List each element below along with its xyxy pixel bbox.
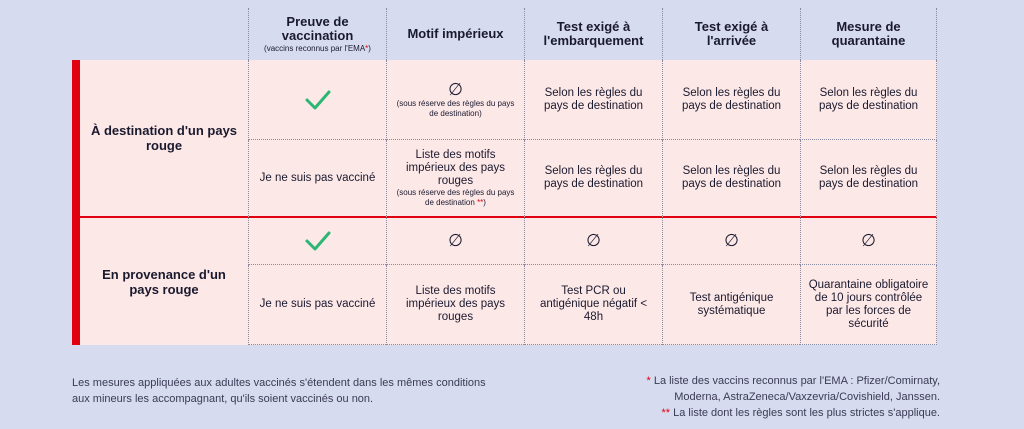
empty-set-icon: ∅ <box>724 231 739 250</box>
dest-nonvacc-test-emb: Selon les règles du pays de destination <box>524 140 662 218</box>
footer-note2: ** La liste dont les règles sont les plus strictes s'applique. <box>661 407 940 419</box>
prov-nonvacc-motif: Liste des motifs impérieux des pays rouges <box>386 265 524 345</box>
header-test-arrivee: Test exigé à l'arrivée <box>662 8 800 60</box>
dest-nonvacc-motif-note: (sous réserve des règles du pays de destination **) <box>396 187 515 207</box>
prov-nonvacc-status: Je ne suis pas vacciné <box>248 265 386 345</box>
header-quarantaine: Mesure de quarantaine <box>800 8 937 60</box>
dest-vacc-test-arr: Selon les règles du pays de destination <box>662 60 800 140</box>
dest-vacc-status <box>248 60 386 140</box>
check-icon <box>305 230 331 252</box>
travel-measures-table <box>72 8 937 345</box>
check-icon <box>305 89 331 111</box>
empty-set-icon: ∅ <box>586 231 601 250</box>
header-vaccination-sub: (vaccins reconnus par l'EMA*) <box>264 43 371 53</box>
prov-vacc-motif <box>386 218 524 265</box>
footer-left-line2: aux mineurs les accompagnant, qu'ils soient vaccinés ou non. <box>72 393 374 405</box>
group-provenance: En provenance d'un pays rouge <box>72 218 248 345</box>
header-vaccination-title: Preuve de vaccination <box>281 13 354 43</box>
header-test-embarquement: Test exigé à l'embarquement <box>524 8 662 60</box>
dest-nonvacc-test-arr: Selon les règles du pays de destination <box>662 140 800 218</box>
dest-vacc-motif-note: (sous réserve des règles du pays de destination) <box>396 98 515 118</box>
prov-nonvacc-quarantaine: Quarantaine obligatoire de 10 jours contrôlée par les forces de sécurité <box>800 265 937 345</box>
header-corner <box>72 8 248 60</box>
dest-nonvacc-motif-text: Liste des motifs impérieux des pays rouges <box>405 148 506 187</box>
empty-set-icon: ∅ <box>861 231 876 250</box>
header-motif: Motif impérieux <box>386 8 524 60</box>
dest-vacc-test-emb: Selon les règles du pays de destination <box>524 60 662 140</box>
dest-nonvacc-quarantaine: Selon les règles du pays de destination <box>800 140 937 218</box>
dest-vacc-quarantaine: Selon les règles du pays de destination <box>800 60 937 140</box>
prov-vacc-quarantaine <box>800 218 937 265</box>
empty-set-icon: ∅ <box>448 231 463 250</box>
group-destination: À destination d'un pays rouge <box>72 60 248 218</box>
prov-vacc-test-arr <box>662 218 800 265</box>
empty-set-icon: ∅ <box>448 79 463 99</box>
footer-notes <box>646 373 940 421</box>
prov-nonvacc-test-arr: Test antigénique systématique <box>662 265 800 345</box>
footer-left-line1: Les mesures appliquées aux adultes vaccinés s'étendent dans les mêmes conditions <box>72 377 486 389</box>
footer-note-minors <box>72 375 486 407</box>
dest-nonvacc-status: Je ne suis pas vacciné <box>248 140 386 218</box>
prov-vacc-status <box>248 218 386 265</box>
header-vaccination <box>248 8 386 60</box>
footer-note1-line2: Moderna, AstraZeneca/Vaxzevria/Covishield, Janssen. <box>674 391 940 403</box>
footer-note1-line1: * La liste des vaccins reconnus par l'EMA : Pfizer/Comirnaty, <box>646 375 940 387</box>
dest-nonvacc-motif <box>386 140 524 218</box>
prov-vacc-test-emb <box>524 218 662 265</box>
prov-nonvacc-test-emb: Test PCR ou antigénique négatif < 48h <box>524 265 662 345</box>
dest-vacc-motif <box>386 60 524 140</box>
